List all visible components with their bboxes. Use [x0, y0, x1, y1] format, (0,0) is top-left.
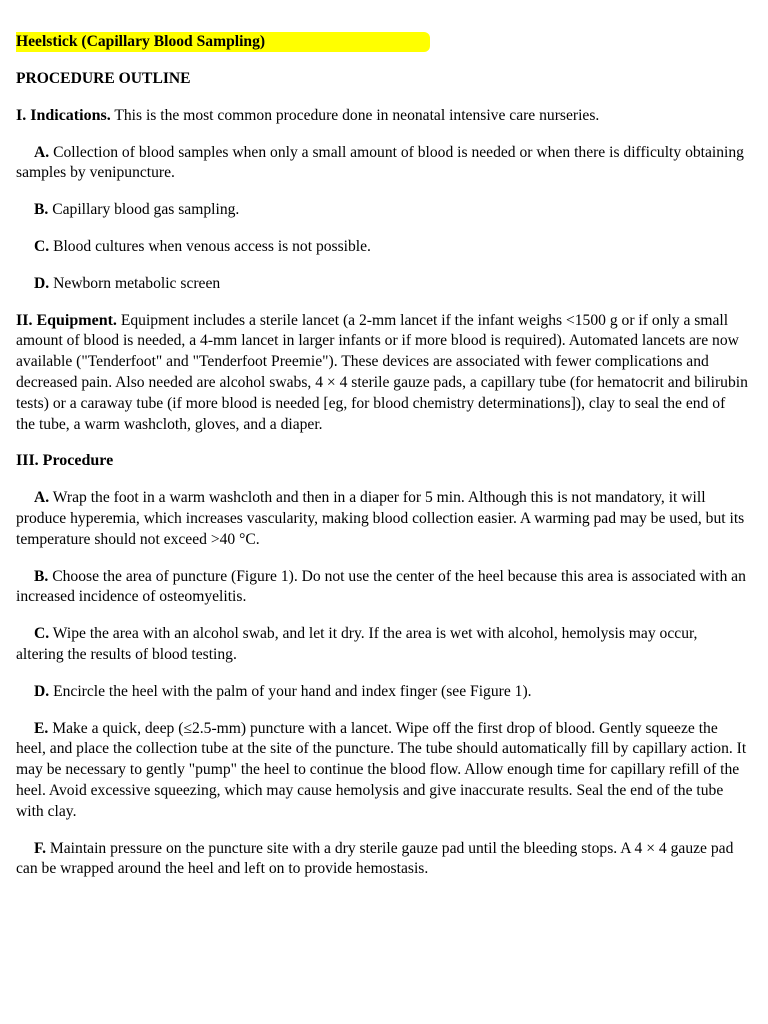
indications-text: This is the most common procedure done in neonatal intensive care nurseries.	[110, 106, 600, 124]
indication-item-c	[16, 237, 748, 258]
indications-label: I. Indications.	[16, 106, 111, 124]
document-title: Heelstick (Capillary Blood Sampling)	[16, 32, 430, 52]
step-label: D.	[34, 682, 50, 700]
procedure-outline-heading: PROCEDURE OUTLINE	[16, 70, 191, 87]
procedure-step-d	[16, 682, 748, 703]
item-text: Collection of blood samples when only a small amount of blood is needed or when there is difficulty obtaining samples by venipuncture.	[16, 143, 744, 182]
indication-item-a	[16, 143, 748, 185]
procedure-step-c	[16, 624, 748, 666]
item-text: Newborn metabolic screen	[49, 274, 221, 292]
indications-section	[16, 106, 748, 127]
item-label: A.	[34, 143, 50, 161]
step-text: Choose the area of puncture (Figure 1). Do not use the center of the heel because this area is associated with an increased incidence of osteomyelitis.	[16, 567, 746, 606]
document-page	[16, 32, 748, 880]
procedure-step-b	[16, 567, 748, 609]
item-label: D.	[34, 274, 50, 292]
equipment-label: II. Equipment.	[16, 311, 117, 329]
indication-item-d	[16, 274, 748, 295]
step-text: Encircle the heel with the palm of your hand and index finger (see Figure 1).	[49, 682, 532, 700]
step-label: B.	[34, 567, 49, 585]
step-label: A.	[34, 489, 50, 507]
procedure-label: III. Procedure	[16, 452, 114, 470]
step-text: Make a quick, deep (≤2.5-mm) puncture with a lancet. Wipe off the first drop of blood. Gently squeeze the heel, and place the collection tube at the site of the puncture. The tube should automatically fill by capillary action. It may be necessary to gently "pump" the heel to continue the blood flow. Allow enough time for capillary refill of the heel. Avoid excessive squeezing, which may cause hemolysis and give inaccurate results. Seal the end of the tube with clay.	[16, 719, 747, 820]
step-text: Maintain pressure on the puncture site with a dry sterile gauze pad until the bleeding stops. A 4 × 4 gauze pad can be wrapped around the heel and left on to provide hemostasis.	[16, 839, 734, 878]
item-text: Capillary blood gas sampling.	[48, 201, 240, 219]
procedure-section	[16, 451, 748, 472]
indication-item-b	[16, 200, 748, 221]
item-text: Blood cultures when venous access is not possible.	[49, 237, 371, 255]
item-label: B.	[34, 201, 49, 219]
equipment-text: Equipment includes a sterile lancet (a 2-mm lancet if the infant weighs <1500 g or if only a small amount of blood is needed, a 4-mm lancet in larger infants or if more blood is required). Automated lancets are now available ("Tenderfoot" and "Tenderfoot Preemie"). These devices are associated with fewer complications and decreased pain. Also needed are alcohol swabs, 4 × 4 sterile gauze pads, a capillary tube (for hematocrit and bilirubin tests) or a caraway tube (if more blood is needed [eg, for blood chemistry determinations]), clay to seal the end of the tube, a warm washcloth, gloves, and a diaper.	[16, 311, 748, 433]
step-label: E.	[34, 719, 49, 737]
procedure-step-e	[16, 719, 748, 823]
procedure-step-a	[16, 488, 748, 550]
step-text: Wrap the foot in a warm washcloth and then in a diaper for 5 min. Although this is not mandatory, it will produce hyperemia, which increases vascularity, making blood collection easier. A warming pad may be used, but its temperature should not exceed >40 °C.	[16, 489, 745, 548]
procedure-step-f	[16, 839, 748, 881]
step-text: Wipe the area with an alcohol swab, and let it dry. If the area is wet with alcohol, hemolysis may occur, altering the results of blood testing.	[16, 625, 698, 663]
step-label: C.	[34, 625, 50, 643]
step-label: F.	[34, 839, 46, 857]
item-label: C.	[34, 237, 50, 255]
equipment-section	[16, 311, 748, 436]
